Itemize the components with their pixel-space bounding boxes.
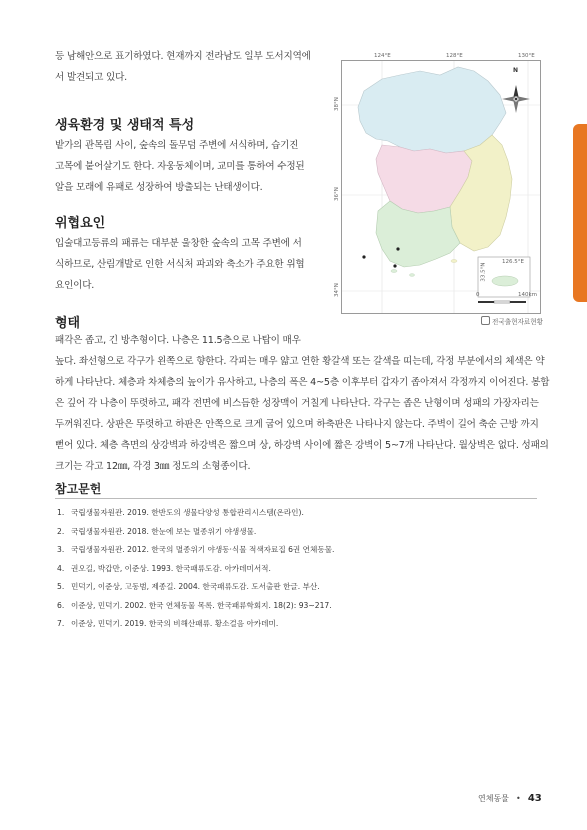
map-island	[410, 274, 415, 277]
form-line-5: 두꺼워진다. 상판은 뚜렷하고 하판은 안쪽으로 크게 굽어 있으며 하축판은 나타나지 않는다. 주벽이 길어 축순 근방 까지	[55, 419, 539, 430]
form-line-4: 은 깊어 각 나층이 뚜렷하고, 패각 전면에 비스듬한 성장맥이 거칠게 나타난다. 각구는 좁은 난형이며 성패의 가장자리는	[55, 398, 539, 409]
form-line-6: 뻗어 있다. 체층 측면의 상강벽과 하강벽은 짧으며 상, 하강벽 사이에 짧은 강벽이 5~7개 나타난다. 월상벽은 없다. 성패의	[55, 440, 549, 451]
map-credit	[481, 316, 543, 326]
reference-text: 이준상, 민덕기. 2019. 한국의 비해산패류. 황소걸음 아카데미.	[71, 619, 279, 628]
form-line-7: 크기는 각고 12㎜, 각경 3㎜ 정도의 소형종이다.	[55, 461, 251, 472]
reference-number: 6.	[57, 600, 65, 610]
map-lon-label-2: 128°E	[446, 53, 463, 59]
map-lat-label-3: 33.5°N	[480, 262, 487, 282]
reference-number: 7.	[57, 619, 65, 628]
references-list	[57, 504, 537, 634]
reference-text: 국립생물자원관. 2018. 한눈에 보는 멸종위기 야생생물.	[71, 526, 257, 536]
habitat-paragraph	[55, 135, 330, 198]
intro-line-1: 등 남해안으로 표기하였다. 현재까지 전라남도 일부 도서지역에	[55, 51, 311, 62]
threat-paragraph	[55, 233, 330, 296]
scale-label-start: 0	[476, 292, 480, 298]
north-arrow-icon	[502, 85, 530, 113]
habitat-line-1: 밭가의 관목림 사이, 숲속의 돌무덤 주변에 서식하며, 습기진	[55, 140, 299, 151]
map-inset-label: 126.5°E	[502, 259, 524, 265]
reference-item	[57, 597, 537, 616]
form-line-1: 패각은 좁고, 긴 방추형이다. 나층은 11.5층으로 나탑이 매우	[55, 335, 301, 346]
reference-number: 2.	[57, 526, 65, 536]
reference-number: 3.	[57, 545, 65, 554]
reference-item	[57, 578, 537, 597]
map-island	[391, 270, 397, 273]
threat-line-2: 식하므로, 산림개발로 인한 서식처 파괴와 축소가 주요한 위협	[55, 259, 305, 270]
reference-text: 민덕기, 이준상, 고동범, 제종길. 2004. 한국패류도감. 도서출판 한글. 부산.	[71, 582, 320, 591]
footer-section-label: 연체동물	[478, 794, 509, 803]
footer-bullet: •	[516, 794, 521, 803]
section-tab	[573, 124, 587, 302]
form-line-2: 높다. 좌선형으로 각구가 왼쪽으로 향한다. 각피는 매우 얇고 연한 황갈색 또는 갈색을 띠는데, 각정 부분에서의 체색은 약	[55, 356, 545, 367]
reference-item	[57, 504, 537, 523]
reference-text: 국립생물자원관. 2012. 한국의 멸종위기 야생동·식물 적색자료집 6권 연체동물.	[71, 545, 335, 554]
references-heading: 참고문헌	[55, 482, 102, 496]
map-lat-label-1: 38°N	[333, 97, 340, 111]
map-region-north	[358, 67, 506, 153]
reference-text: 권오길, 박갑만, 이준상. 1993. 한국패류도감. 아카데미서적.	[71, 563, 271, 573]
habitat-line-2: 고목에 붙어살기도 한다. 자웅동체이며, 교미를 통하여 수정된	[55, 161, 305, 172]
page-number: 43	[527, 793, 542, 804]
threat-line-3: 요인이다.	[55, 280, 95, 291]
intro-line-2: 서 발견되고 있다.	[55, 72, 128, 83]
reference-text: 국립생물자원관. 2019. 한반도의 생물다양성 통합관리시스템(온라인).	[71, 508, 304, 517]
map-lon-label-1: 124°E	[374, 53, 391, 59]
habitat-heading: 생육환경 및 생태적 특성	[55, 118, 195, 133]
occurrence-point	[393, 264, 396, 267]
reference-number: 1.	[57, 508, 65, 517]
scale-bar	[478, 301, 526, 303]
page-footer	[478, 786, 542, 805]
north-label: N	[513, 67, 519, 74]
map-lon-label-3: 130°E	[518, 53, 535, 59]
map-lat-label-2: 36°N	[333, 187, 340, 201]
map-lat-label-4: 34°N	[333, 283, 340, 297]
occurrence-point	[396, 247, 399, 250]
reference-item	[57, 541, 537, 560]
scale-label-end: 140km	[518, 292, 538, 298]
form-paragraph	[55, 330, 550, 477]
reference-number: 4.	[57, 563, 65, 573]
threat-line-1: 입술대고등류의 패류는 대부분 울창한 숲속의 고목 주변에 서	[55, 238, 302, 249]
reference-item	[57, 560, 537, 579]
habitat-line-3: 알을 모래에 유패로 성장하여 방출되는 난태생이다.	[55, 182, 263, 193]
references-divider	[55, 498, 537, 499]
reference-item	[57, 615, 537, 634]
reference-number: 5.	[57, 582, 65, 591]
map-credit-text: 전국출현자료현황	[492, 318, 543, 326]
map-jeju	[492, 276, 518, 286]
form-heading: 형태	[55, 316, 81, 331]
threat-heading: 위협요인	[55, 216, 106, 231]
occurrence-point	[362, 255, 365, 258]
map-svg	[342, 61, 540, 313]
intro-paragraph	[55, 46, 330, 88]
distribution-map	[333, 53, 541, 314]
form-line-3: 하게 나타난다. 체층과 차체층의 높이가 유사하고, 나층의 폭은 4~5층 이후부터 갑자기 좁아져서 각정까지 이어진다. 봉합	[55, 377, 550, 388]
map-island	[451, 260, 457, 263]
reference-item	[57, 523, 537, 542]
reference-text: 이준상, 민덕기. 2002. 한국 연체동물 목록. 한국패류학회지. 18(2): 93~217.	[71, 600, 332, 610]
map-credit-icon	[481, 316, 490, 325]
